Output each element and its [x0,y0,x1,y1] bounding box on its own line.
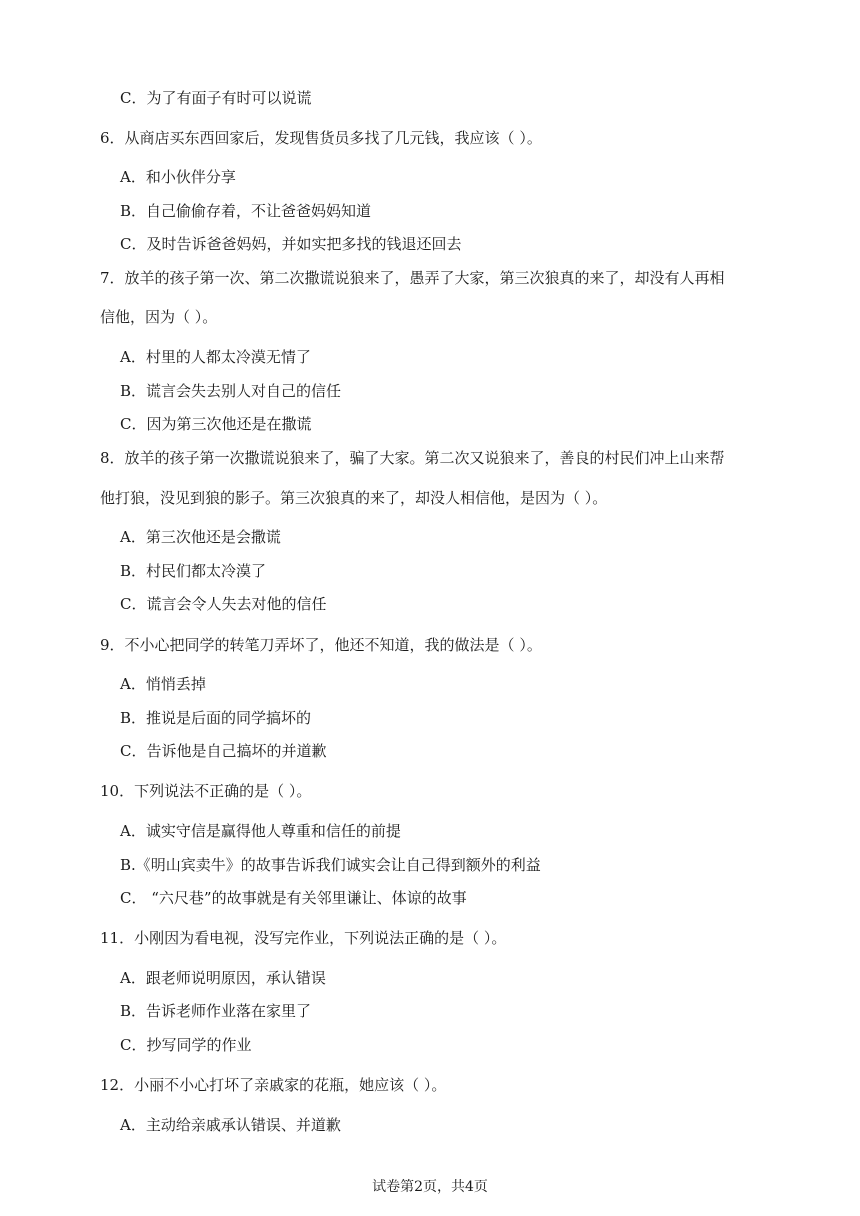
page-footer: 试卷第2页，共4页 [372,1179,488,1195]
question-6: 6．从商店买东西回家后，发现售货员多找了几元钱，我应该（ ）。 [100,129,542,147]
option-8a: A．第三次他还是会撒谎 [120,528,281,546]
option-6c: C．及时告诉爸爸妈妈，并如实把多找的钱退还回去 [120,235,462,253]
option-8c: C．谎言会令人失去对他的信任 [120,595,327,613]
option-10b: B.《明山宾卖牛》的故事告诉我们诚实会让自己得到额外的利益 [120,856,541,874]
option-6b: B．自己偷偷存着，不让爸爸妈妈知道 [120,202,372,220]
question-11: 11．小刚因为看电视，没写完作业，下列说法正确的是（ ）。 [100,929,507,947]
option-11c: C．抄写同学的作业 [120,1036,252,1054]
option-10a: A．诚实守信是赢得他人尊重和信任的前提 [120,822,401,840]
option-11a: A．跟老师说明原因，承认错误 [120,969,326,987]
option-12a: A．主动给亲戚承认错误、并道歉 [120,1116,341,1134]
option-6a: A．和小伙伴分享 [120,168,236,186]
option-5c: C．为了有面子有时可以说谎 [120,89,312,107]
option-10c: C． “六尺巷”的故事就是有关邻里谦让、体谅的故事 [120,889,467,907]
option-8b: B．村民们都太冷漠了 [120,562,267,580]
option-11b: B．告诉老师作业落在家里了 [120,1002,312,1020]
option-7c: C．因为第三次他还是在撒谎 [120,415,312,433]
question-7-line-2: 信他，因为（ ）。 [100,308,218,326]
option-9b: B．推说是后面的同学搞坏的 [120,709,312,727]
option-7a: A．村里的人都太冷漠无情了 [120,348,311,366]
question-8-line-2: 他打狼，没见到狼的影子。第三次狼真的来了，却没人相信他，是因为（ ）。 [100,489,608,507]
question-10: 10．下列说法不正确的是（ ）。 [100,782,312,800]
option-9c: C．告诉他是自己搞坏的并道歉 [120,742,327,760]
question-7-line-1: 7．放羊的孩子第一次、第二次撒谎说狼来了，愚弄了大家，第三次狼真的来了，却没有人再相 [100,269,725,287]
question-8-line-1: 8．放羊的孩子第一次撒谎说狼来了，骗了大家。第二次又说狼来了，善良的村民们冲上山来帮 [100,449,725,467]
question-9: 9．不小心把同学的转笔刀弄坏了，他还不知道，我的做法是（ ）。 [100,636,542,654]
option-9a: A．悄悄丢掉 [120,675,206,693]
question-12: 12．小丽不小心打坏了亲戚家的花瓶，她应该（ ）。 [100,1076,447,1094]
option-7b: B．谎言会失去别人对自己的信任 [120,382,342,400]
